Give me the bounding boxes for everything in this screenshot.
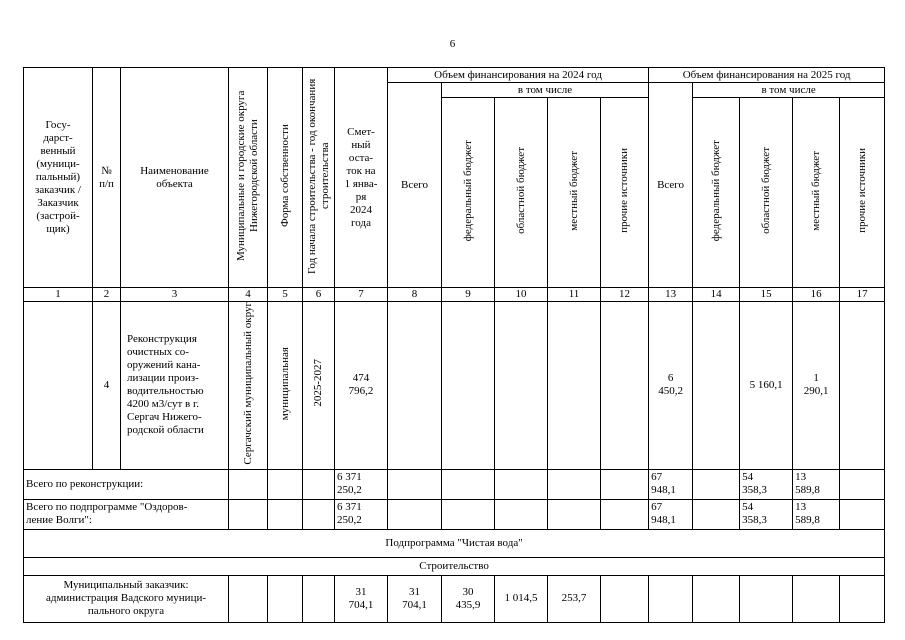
col-num: 10 <box>495 288 548 302</box>
col-num: 17 <box>840 288 885 302</box>
header-municipality: Муниципальные и городские округа Нижегородской области <box>229 68 268 288</box>
col-num: 5 <box>268 288 303 302</box>
section-title-row <box>24 557 885 575</box>
object-years: 2025-2027 <box>303 302 335 470</box>
cell-empty <box>548 302 601 470</box>
cell-empty <box>693 499 740 529</box>
total-subprogram-total-2025: 67 948,1 <box>649 499 693 529</box>
header-regional-2024: областной бюджет <box>495 98 548 288</box>
cell-empty <box>442 469 495 499</box>
cell-empty <box>601 302 649 470</box>
object-total-2025: 6 450,2 <box>649 302 693 470</box>
customer-row <box>24 575 885 622</box>
header-fin-2024: Объем финансирования на 2024 год <box>388 68 649 83</box>
object-num: 4 <box>93 302 121 470</box>
cell-empty <box>303 469 335 499</box>
col-num: 4 <box>229 288 268 302</box>
cell-empty <box>793 575 840 622</box>
cell-empty <box>693 575 740 622</box>
subprogram-title: Подпрограмма "Чистая вода" <box>24 529 885 557</box>
header-other-2024: прочие источники <box>601 98 649 288</box>
cell-empty <box>388 302 442 470</box>
cell-empty <box>840 469 885 499</box>
header-fin-2025: Объем финансирования на 2025 год <box>649 68 885 83</box>
cell-empty <box>229 469 268 499</box>
cell-empty <box>303 499 335 529</box>
object-name: Реконструкция очистных со-оружений кана-лизации произ-водительностью 4200 м3/сут в г. Сергач Нижего-родской области <box>121 302 229 470</box>
cell-empty <box>268 575 303 622</box>
header-name: Наименование объекта <box>121 68 229 288</box>
object-row <box>24 302 885 470</box>
header-total-2025: Всего <box>649 83 693 288</box>
header-local-2024: местный бюджет <box>548 98 601 288</box>
object-ownership: муниципальная <box>268 302 303 470</box>
cell-empty <box>229 499 268 529</box>
cell-empty <box>442 499 495 529</box>
header-federal-2024: федеральный бюджет <box>442 98 495 288</box>
total-subprogram-row <box>24 499 885 529</box>
object-municipality: Сергачский муниципальный округ <box>229 302 268 470</box>
cell-empty <box>495 469 548 499</box>
cell-empty <box>229 575 268 622</box>
total-reconstruction-total-2025: 67 948,1 <box>649 469 693 499</box>
col-num: 16 <box>793 288 840 302</box>
total-subprogram-label: Всего по подпрограмме "Оздоров- ление Волги": <box>24 499 229 529</box>
cell-empty <box>548 499 601 529</box>
customer-other-2024: 253,7 <box>548 575 601 622</box>
total-subprogram-estimate: 6 371 250,2 <box>335 499 388 529</box>
header-local-2025: местный бюджет <box>793 98 840 288</box>
col-num: 8 <box>388 288 442 302</box>
col-num: 2 <box>93 288 121 302</box>
cell-empty <box>303 575 335 622</box>
col-num: 3 <box>121 288 229 302</box>
header-incl-2025: в том числе <box>693 83 885 98</box>
column-numbers-row <box>24 288 885 302</box>
cell-empty <box>601 469 649 499</box>
header-customer: Госу- дарст- венный (муници- пальный) заказчик / Заказчик (застрой- щик) <box>24 68 93 288</box>
cell-empty <box>268 499 303 529</box>
header-total-2024: Всего <box>388 83 442 288</box>
cell-empty <box>388 499 442 529</box>
col-num: 14 <box>693 288 740 302</box>
cell-empty <box>649 575 693 622</box>
header-federal-2025: федеральный бюджет <box>693 98 740 288</box>
cell-empty <box>740 575 793 622</box>
col-num: 15 <box>740 288 793 302</box>
col-num: 1 <box>24 288 93 302</box>
object-customer <box>24 302 93 470</box>
cell-empty <box>840 575 885 622</box>
header-row-1 <box>24 68 885 83</box>
cell-empty <box>495 499 548 529</box>
total-reconstruction-estimate: 6 371 250,2 <box>335 469 388 499</box>
object-local-2025: 1 290,1 <box>793 302 840 470</box>
total-reconstruction-row <box>24 469 885 499</box>
col-num: 11 <box>548 288 601 302</box>
col-num: 12 <box>601 288 649 302</box>
subprogram-title-row <box>24 529 885 557</box>
total-reconstruction-label: Всего по реконструкции: <box>24 469 229 499</box>
cell-empty <box>601 499 649 529</box>
cell-empty <box>495 302 548 470</box>
header-estimate: Смет- ный оста- ток на 1 янва- ря 2024 года <box>335 68 388 288</box>
cell-empty <box>840 499 885 529</box>
col-num: 7 <box>335 288 388 302</box>
section-title: Строительство <box>24 557 885 575</box>
header-other-2025: прочие источники <box>840 98 885 288</box>
object-regional-2025: 5 160,1 <box>740 302 793 470</box>
cell-empty <box>442 302 495 470</box>
col-num: 6 <box>303 288 335 302</box>
total-subprogram-local-2025: 13 589,8 <box>793 499 840 529</box>
object-estimate: 474 796,2 <box>335 302 388 470</box>
header-ownership: Форма собственности <box>268 68 303 288</box>
customer-label: Муниципальный заказчик: администрация Вадского муници- пального округа <box>24 575 229 622</box>
cell-empty <box>601 575 649 622</box>
page-number: 6 <box>449 38 456 50</box>
header-regional-2025: областной бюджет <box>740 98 793 288</box>
cell-empty <box>548 469 601 499</box>
cell-empty <box>268 469 303 499</box>
customer-estimate: 31 704,1 <box>335 575 388 622</box>
cell-empty <box>693 302 740 470</box>
cell-empty <box>388 469 442 499</box>
financing-table <box>23 67 885 623</box>
header-incl-2024: в том числе <box>442 83 649 98</box>
total-subprogram-regional-2025: 54 358,3 <box>740 499 793 529</box>
customer-local-2024: 1 014,5 <box>495 575 548 622</box>
customer-total-2024: 31 704,1 <box>388 575 442 622</box>
total-reconstruction-regional-2025: 54 358,3 <box>740 469 793 499</box>
customer-regional-2024: 30 435,9 <box>442 575 495 622</box>
header-years: Год начала строительства - год окончания строительства <box>303 68 335 288</box>
col-num: 13 <box>649 288 693 302</box>
header-num: № п/п <box>93 68 121 288</box>
col-num: 9 <box>442 288 495 302</box>
total-reconstruction-local-2025: 13 589,8 <box>793 469 840 499</box>
cell-empty <box>840 302 885 470</box>
cell-empty <box>693 469 740 499</box>
